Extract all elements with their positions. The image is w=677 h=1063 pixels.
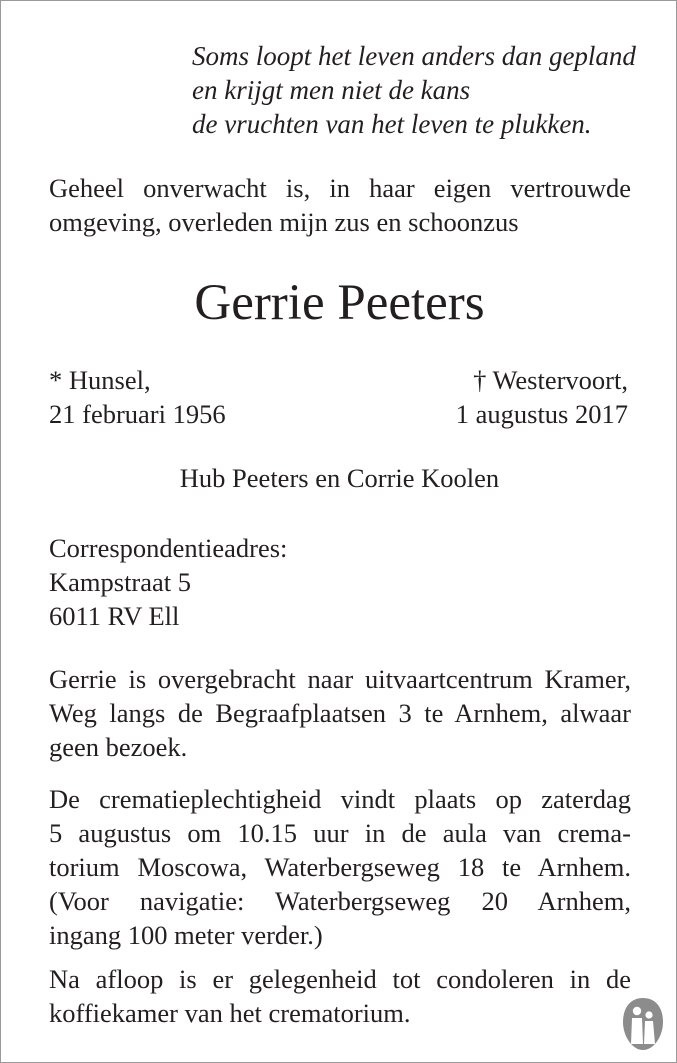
birth-info [49,363,226,431]
poem [192,39,636,141]
correspondence-address [49,531,287,633]
transfer-line-2: Weg langs de Begraafplaatsen 3 te Arnhem, alwaar [49,698,631,728]
signatories: Hub Peeters en Corrie Koolen [179,463,500,493]
transfer-line-1: Gerrie is overgebracht naar uitvaartcentrum Kramer, [49,664,631,694]
ceremony-paragraph [49,782,631,952]
birth-date: 21 februari 1956 [49,399,226,429]
intro-line-1: Geheel onverwacht is, in haar eigen vertrouwde [49,173,631,203]
ceremony-line-2: 5 augustus om 10.15 uur in de aula van crema- [49,818,631,848]
ceremony-line-5: ingang 100 meter verder.) [49,920,323,950]
ceremony-line-3: torium Moscowa, Waterbergseweg 18 te Arnhem. [49,852,631,882]
death-place: † Westervoort, [473,365,628,395]
poem-line-3: de vruchten van het leven te plukken. [192,109,592,139]
correspondence-street: Kampstraat 5 [49,567,192,597]
poem-line-2: en krijgt men niet de kans [192,75,471,105]
poem-line-1: Soms loopt het leven anders dan gepland [192,41,636,71]
intro-paragraph [49,171,631,239]
mourning-figures-logo-icon [620,996,666,1052]
correspondence-label: Correspondentieadres: [49,533,288,563]
death-info [456,363,628,431]
closing-line-2: koffiekamer van het crematorium. [49,998,411,1028]
closing-paragraph [49,962,631,1030]
ceremony-line-1: De crematieplechtigheid vindt plaats op zaterdag [49,784,631,814]
deceased-name: Gerrie Peeters [194,275,485,331]
closing-line-1: Na afloop is er gelegenheid tot condoleren in de [49,964,631,994]
transfer-paragraph [49,662,631,764]
transfer-line-3: geen bezoek. [49,732,188,762]
ceremony-line-4: (Voor navigatie: Waterbergseweg 20 Arnhem, [49,886,631,916]
correspondence-postal-city: 6011 RV Ell [49,601,180,631]
death-date: 1 augustus 2017 [455,399,628,429]
intro-line-2: omgeving, overleden mijn zus en schoonzus [49,207,519,237]
birth-place: * Hunsel, [49,365,151,395]
